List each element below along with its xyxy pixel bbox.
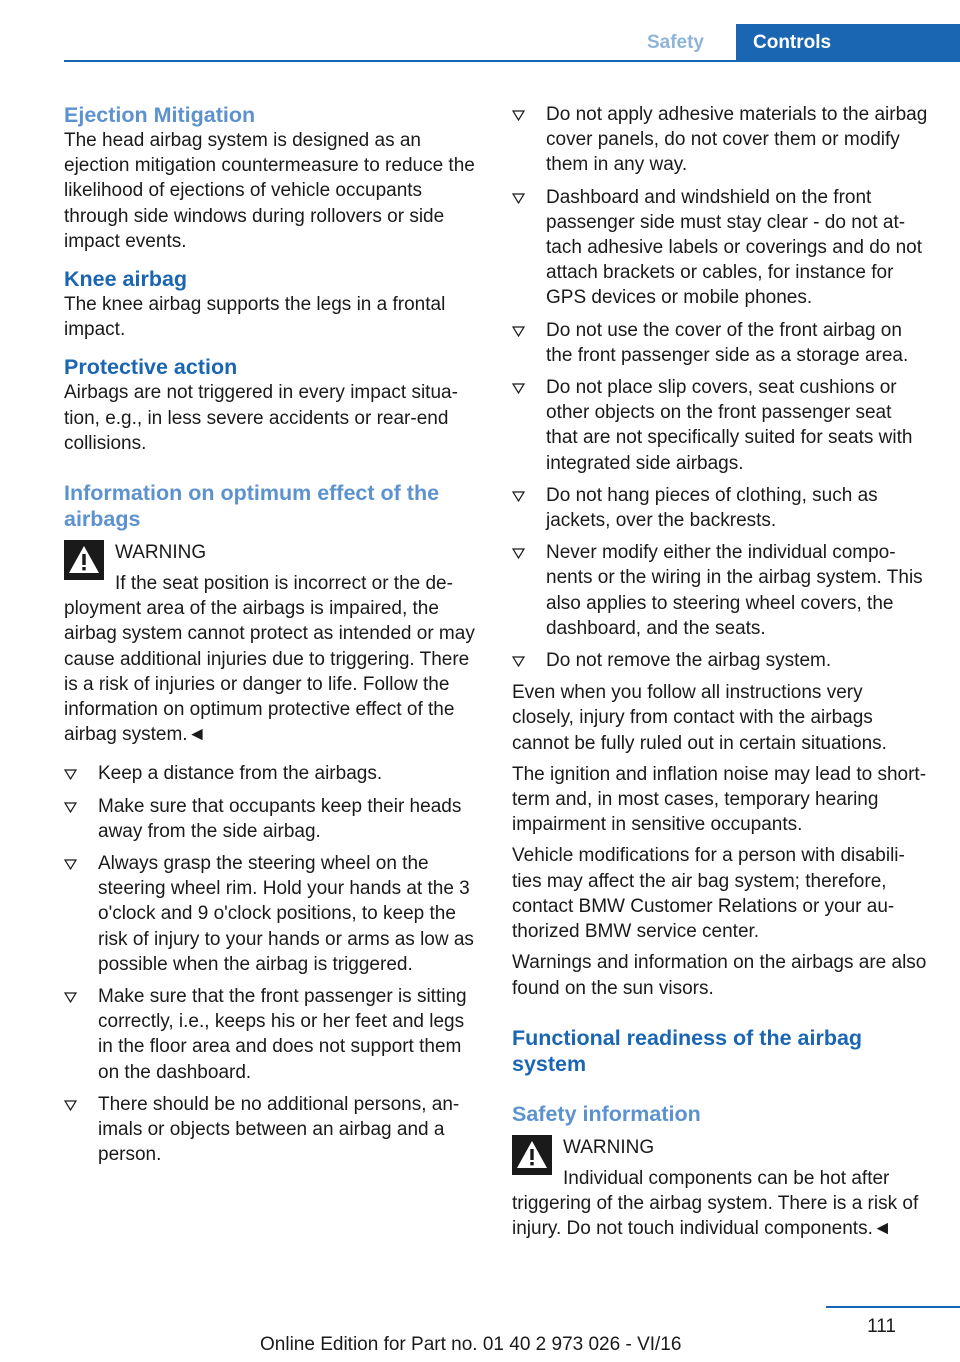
bullet-triangle-icon	[512, 491, 525, 502]
bullet-triangle-icon	[512, 383, 525, 394]
list-item-text: Do not use the cover of the front airbag on the front passenger side as a storage area.	[546, 319, 909, 366]
knee-airbag-heading: Knee airbag	[64, 267, 188, 292]
bullet-triangle-icon	[512, 326, 525, 337]
page-number: 111	[867, 1316, 896, 1337]
airbag-tips-list	[64, 761, 484, 1167]
footer-rule	[826, 1306, 960, 1308]
safety-information-heading: Safety information	[512, 1101, 701, 1126]
knee-airbag-text: The knee airbag supports the legs in a frontal impact.	[64, 294, 446, 341]
bullet-triangle-icon	[64, 802, 77, 813]
list-item-text: Never modify either the individual components or the wiring in the airbag system. This also applies to steering wheel covers, the dashboard, and the seats.	[546, 542, 923, 639]
paragraph: Warnings and information on the airbags are also found on the sun visors.	[512, 952, 927, 999]
paragraph: The ignition and inflation noise may lead to short-term and, in most cases, temporary hearing impairment in sensitive occupants.	[512, 763, 927, 836]
list-item	[512, 483, 928, 533]
online-edition-note: Online Edition for Part no. 01 40 2 973 026 - VI/16	[260, 1334, 682, 1355]
list-item	[512, 648, 928, 673]
bullet-triangle-icon	[512, 193, 525, 204]
left-column	[64, 102, 484, 1175]
protective-action-heading: Protective action	[64, 355, 238, 380]
list-item	[512, 540, 928, 641]
list-item-text: Do not hang pieces of clothing, such as jackets, over the backrests.	[546, 484, 878, 532]
bullet-triangle-icon	[512, 656, 525, 667]
ejection-heading: Ejection Mitigation	[64, 103, 256, 127]
tab-controls[interactable]: Controls	[736, 24, 960, 62]
ejection-text: The head airbag system is designed as an ejection mitigation countermeasure to reduce the likelihood of ejections of vehicle occupants through side windows during rollovers or side impact events.	[64, 130, 475, 252]
list-item	[512, 185, 928, 311]
tab-safety[interactable]: Safety	[646, 32, 704, 53]
list-item-text: Do not place slip covers, seat cushions or other objects on the front passenger seat that are not specifically suited for seats with integrated side airbags.	[546, 377, 913, 474]
list-item-text: Make sure that occupants keep their heads away from the side airbag.	[98, 795, 462, 842]
list-item-text: Make sure that the front passenger is sitting correctly, i.e., keeps his or her feet and legs in the floor area and does not support them on the dashboard.	[98, 986, 467, 1083]
airbag-restrictions-list	[512, 102, 928, 673]
warning-block	[64, 540, 484, 747]
bullet-triangle-icon	[64, 859, 77, 870]
warning-icon	[64, 540, 104, 580]
paragraph: Even when you follow all instructions very closely, injury from contact with the airbags cannot be fully ruled out in certain situations.	[512, 682, 887, 754]
page-header	[0, 24, 960, 62]
list-item	[64, 851, 484, 977]
bullet-triangle-icon	[64, 992, 77, 1003]
optimum-effect-heading: Information on optimum effect of the airbags	[64, 481, 440, 532]
bullet-triangle-icon	[512, 548, 525, 559]
header-rule	[64, 60, 960, 62]
warning-block	[512, 1135, 928, 1242]
functional-readiness-heading: Functional readiness of the airbag system	[512, 1025, 863, 1076]
bullet-triangle-icon	[64, 769, 77, 780]
list-item-text: There should be no additional persons, animals or objects between an airbag and a person.	[98, 1093, 460, 1166]
warning-icon	[512, 1135, 552, 1175]
list-item	[512, 318, 928, 368]
list-item-text: Do not remove the airbag system.	[546, 650, 832, 672]
bullet-triangle-icon	[512, 110, 525, 121]
list-item-text: Always grasp the steering wheel on the steering wheel rim. Hold your hands at the 3 o'clock and 9 o'clock positions, to keep the risk of injury to your hands or arms as low as possible when the airbag is triggered.	[98, 853, 474, 975]
list-item	[64, 761, 484, 786]
paragraph: Vehicle modifications for a person with disabilities may affect the air bag system; therefore, contact BMW Customer Relations or your authorized BMW service center.	[512, 845, 905, 943]
list-item-text: Dashboard and windshield on the front passenger side must stay clear - do not attach adhesive labels or coverings and do not attach brackets or cables, for instance for GPS devices or mobile phones.	[546, 186, 923, 309]
protective-action-text: Airbags are not triggered in every impact situation, e.g., in less severe accidents or rear-end collisions.	[64, 382, 458, 454]
warning-label: WARNING	[563, 1136, 655, 1158]
warning-text: If the seat position is incorrect or the deployment area of the airbags is impaired, the airbag system cannot protect as intended or may cause additional injuries due to triggering. There is a risk of injuries or danger to life. Follow the information on optimum protective effect of the airbag system.◄	[64, 573, 475, 746]
list-item	[64, 984, 484, 1085]
warning-text: Individual components can be hot after triggering of the airbag system. There is a risk of injury. Do not touch individual components.◄	[512, 1167, 919, 1240]
list-item-text: Do not apply adhesive materials to the airbag cover panels, do not cover them or modify them in any way.	[546, 104, 928, 176]
warning-label: WARNING	[115, 542, 207, 564]
list-item	[512, 102, 928, 178]
list-item-text: Keep a distance from the airbags.	[98, 763, 383, 785]
list-item	[512, 375, 928, 476]
list-item	[64, 1092, 484, 1168]
list-item	[64, 794, 484, 844]
right-column	[512, 102, 928, 1241]
bullet-triangle-icon	[64, 1100, 77, 1111]
